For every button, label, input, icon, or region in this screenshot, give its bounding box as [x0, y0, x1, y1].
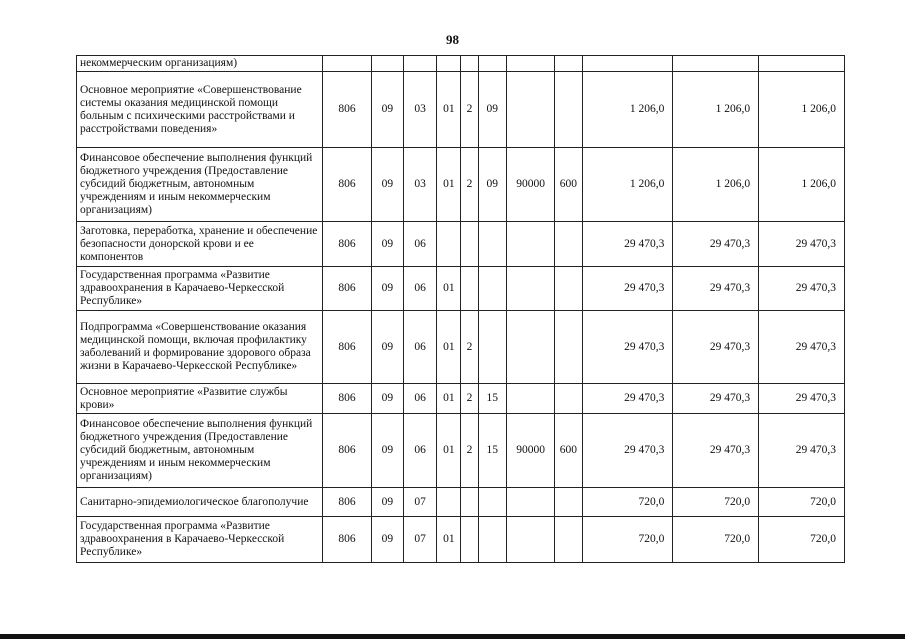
- cell-amount-year3: 29 470,3: [759, 267, 845, 311]
- cell-expense-type: [555, 222, 582, 267]
- cell-program: 01: [437, 311, 461, 384]
- cell-gov-code: 806: [323, 72, 371, 148]
- cell-subprogram: 2: [461, 311, 478, 384]
- cell-amount-year2: 1 206,0: [673, 72, 759, 148]
- cell-expense-type: [555, 517, 582, 563]
- cell-expense-type: [555, 311, 582, 384]
- cell-event: [478, 222, 506, 267]
- cell-event: [478, 311, 506, 384]
- table-row: [77, 56, 845, 72]
- cell-amount-year3: 29 470,3: [759, 222, 845, 267]
- cell-amount-year2: 720,0: [673, 517, 759, 563]
- row-name: Финансовое обеспечение выполнения функций бюджетного учреждения (Предоставление субсидий бюджетным, автономным учреждениям и иным некоммерческим организациям): [77, 148, 323, 222]
- cell-amount-year3: 720,0: [759, 488, 845, 517]
- row-name: Подпрограмма «Совершенствование оказания медицинской помощи, включая профилактику заболеваний и формирование здорового образа жизни в Карачаево-Черкесской Республике»: [77, 311, 323, 384]
- cell-program: 01: [437, 72, 461, 148]
- cell-subsection: 03: [403, 72, 436, 148]
- row-name: Основное мероприятие «Совершенствование системы оказания медицинской помощи больным с психическими расстройствами и расстройствами поведения»: [77, 72, 323, 148]
- row-name: некоммерческим организациям): [77, 56, 323, 72]
- cell-subsection: 06: [403, 414, 436, 488]
- cell-direction: [506, 222, 554, 267]
- cell-expense-type: 600: [555, 148, 582, 222]
- cell-program: [437, 56, 461, 72]
- cell-expense-type: [555, 488, 582, 517]
- row-name: Основное мероприятие «Развитие службы крови»: [77, 384, 323, 414]
- page-number: 98: [446, 32, 459, 47]
- cell-gov-code: 806: [323, 384, 371, 414]
- cell-program: 01: [437, 414, 461, 488]
- cell-subsection: 06: [403, 267, 436, 311]
- cell-subprogram: [461, 222, 478, 267]
- cell-amount-year3: 29 470,3: [759, 311, 845, 384]
- cell-amount-year2: [673, 56, 759, 72]
- cell-section: 09: [371, 384, 403, 414]
- cell-subsection: 07: [403, 517, 436, 563]
- cell-program: 01: [437, 517, 461, 563]
- cell-expense-type: [555, 56, 582, 72]
- cell-amount-year2: 29 470,3: [673, 414, 759, 488]
- cell-event: [478, 56, 506, 72]
- cell-section: 09: [371, 72, 403, 148]
- cell-subprogram: 2: [461, 414, 478, 488]
- table-row: [77, 488, 845, 517]
- cell-program: 01: [437, 384, 461, 414]
- cell-program: [437, 222, 461, 267]
- cell-program: [437, 488, 461, 517]
- cell-direction: [506, 384, 554, 414]
- row-name: Государственная программа «Развитие здравоохранения в Карачаево-Черкесской Республике»: [77, 517, 323, 563]
- cell-direction: [506, 517, 554, 563]
- budget-table: [76, 55, 845, 563]
- cell-expense-type: [555, 384, 582, 414]
- table-row: [77, 267, 845, 311]
- cell-subsection: 07: [403, 488, 436, 517]
- cell-gov-code: 806: [323, 311, 371, 384]
- cell-subprogram: [461, 488, 478, 517]
- row-name: Санитарно-эпидемиологическое благополучие: [77, 488, 323, 517]
- cell-amount-year1: 29 470,3: [582, 414, 673, 488]
- cell-amount-year2: 1 206,0: [673, 148, 759, 222]
- cell-direction: [506, 488, 554, 517]
- cell-gov-code: 806: [323, 148, 371, 222]
- cell-gov-code: 806: [323, 488, 371, 517]
- cell-subsection: 06: [403, 311, 436, 384]
- cell-subsection: 06: [403, 222, 436, 267]
- cell-subprogram: [461, 56, 478, 72]
- cell-amount-year1: 720,0: [582, 488, 673, 517]
- cell-subprogram: [461, 517, 478, 563]
- cell-event: [478, 517, 506, 563]
- cell-program: 01: [437, 148, 461, 222]
- cell-subprogram: [461, 267, 478, 311]
- cell-amount-year1: 29 470,3: [582, 267, 673, 311]
- cell-direction: [506, 267, 554, 311]
- cell-amount-year3: 1 206,0: [759, 72, 845, 148]
- cell-event: 15: [478, 384, 506, 414]
- cell-amount-year1: 1 206,0: [582, 148, 673, 222]
- cell-amount-year1: [582, 56, 673, 72]
- cell-amount-year3: 29 470,3: [759, 414, 845, 488]
- cell-section: 09: [371, 222, 403, 267]
- cell-section: 09: [371, 517, 403, 563]
- row-name: Государственная программа «Развитие здравоохранения в Карачаево-Черкесской Республике»: [77, 267, 323, 311]
- cell-expense-type: [555, 72, 582, 148]
- cell-section: 09: [371, 414, 403, 488]
- cell-direction: [506, 311, 554, 384]
- cell-subsection: 06: [403, 384, 436, 414]
- cell-amount-year2: 29 470,3: [673, 267, 759, 311]
- cell-amount-year1: 29 470,3: [582, 222, 673, 267]
- cell-direction: [506, 72, 554, 148]
- cell-expense-type: [555, 267, 582, 311]
- cell-amount-year1: 29 470,3: [582, 311, 673, 384]
- cell-subprogram: 2: [461, 148, 478, 222]
- cell-section: 09: [371, 267, 403, 311]
- table-row: [77, 311, 845, 384]
- cell-amount-year3: 29 470,3: [759, 384, 845, 414]
- cell-event: 15: [478, 414, 506, 488]
- cell-gov-code: 806: [323, 267, 371, 311]
- row-name: Заготовка, переработка, хранение и обеспечение безопасности донорской крови и ее компонентов: [77, 222, 323, 267]
- table-row: [77, 517, 845, 563]
- table-row: [77, 414, 845, 488]
- cell-amount-year1: 1 206,0: [582, 72, 673, 148]
- cell-amount-year1: 720,0: [582, 517, 673, 563]
- table-body: [77, 56, 845, 563]
- cell-section: 09: [371, 311, 403, 384]
- cell-expense-type: 600: [555, 414, 582, 488]
- cell-event: [478, 267, 506, 311]
- cell-gov-code: [323, 56, 371, 72]
- cell-subsection: 03: [403, 148, 436, 222]
- cell-section: 09: [371, 148, 403, 222]
- table-row: [77, 148, 845, 222]
- cell-subprogram: 2: [461, 384, 478, 414]
- cell-amount-year3: 720,0: [759, 517, 845, 563]
- cell-gov-code: 806: [323, 517, 371, 563]
- cell-program: 01: [437, 267, 461, 311]
- cell-section: 09: [371, 488, 403, 517]
- cell-subsection: [403, 56, 436, 72]
- scan-edge: [0, 634, 905, 639]
- cell-amount-year3: [759, 56, 845, 72]
- cell-amount-year2: 29 470,3: [673, 222, 759, 267]
- cell-gov-code: 806: [323, 222, 371, 267]
- cell-amount-year3: 1 206,0: [759, 148, 845, 222]
- cell-event: 09: [478, 72, 506, 148]
- cell-amount-year2: 720,0: [673, 488, 759, 517]
- table-row: [77, 72, 845, 148]
- row-name: Финансовое обеспечение выполнения функций бюджетного учреждения (Предоставление субсидий бюджетным, автономным учреждениям и иным некоммерческим организациям): [77, 414, 323, 488]
- cell-subprogram: 2: [461, 72, 478, 148]
- cell-section: [371, 56, 403, 72]
- cell-amount-year1: 29 470,3: [582, 384, 673, 414]
- table-row: [77, 222, 845, 267]
- cell-event: 09: [478, 148, 506, 222]
- cell-gov-code: 806: [323, 414, 371, 488]
- table-row: [77, 384, 845, 414]
- cell-amount-year2: 29 470,3: [673, 311, 759, 384]
- cell-direction: 90000: [506, 414, 554, 488]
- cell-amount-year2: 29 470,3: [673, 384, 759, 414]
- cell-direction: [506, 56, 554, 72]
- cell-direction: 90000: [506, 148, 554, 222]
- cell-event: [478, 488, 506, 517]
